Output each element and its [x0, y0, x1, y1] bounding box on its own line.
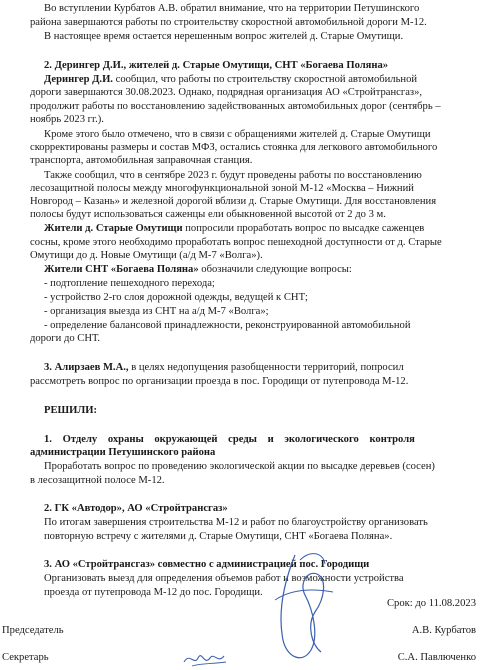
text-line: скорректированы размеры и состав МФЗ, остались стоянка для легкового автомобильного: [30, 142, 438, 153]
chairman-name: А.В. Курбатов: [411, 625, 476, 636]
text-line: повторную встречу с жителями д. Старые Омутищи, СНТ «Богаева Поляна».: [44, 531, 393, 542]
text-line: Организовать выезд для определения объемов работ и возможности устройства: [44, 573, 404, 584]
text-line: проезда от путепровода М-12 до пос. Городищи.: [44, 587, 263, 598]
list-item: - устройство 2-го слоя дорожной одежды, ведущей к СНТ;: [44, 292, 308, 303]
text-line: в лесозащитной полосе М-12.: [30, 475, 165, 486]
secretary-label: Секретарь: [2, 652, 49, 663]
decision-heading: 2. ГК «Автодор», АО «Стройтрансгаз»: [44, 503, 228, 514]
list-item: - организация выезда из СНТ на а/д М-7 «Волга»;: [44, 306, 269, 317]
text-line: продолжит работы по восстановлению задействованных автомобильных дорог (сентябрь –: [30, 101, 441, 112]
text-line: сосны, кроме этого необходимо проработать вопрос пешеходной доступности от д. Старые: [30, 237, 442, 248]
text-fragment: сообщил, что работы по строительству скоростной автомобильной: [115, 74, 418, 85]
text-line: Омутищи до д. Новые Омутищи (а/д М-7 «Волга»).: [30, 250, 263, 261]
list-item: - подтопление пешеходного перехода;: [44, 278, 215, 289]
speaker-name: Дерингер Д.И.: [44, 74, 113, 85]
resolved-heading: РЕШИЛИ:: [44, 405, 98, 416]
chairman-label: Председатель: [2, 625, 64, 636]
list-item: дороги до СНТ.: [30, 333, 101, 344]
section-heading: 2. Дерингер Д.И., жителей д. Старые Омутищи, СНТ «Богаева Поляна»: [44, 60, 389, 71]
text-line: лесозащитной полосы между многофункциональной зоной М-12 «Москва – Нижний: [30, 183, 414, 194]
speaker-name: Жители д. Старые Омутищи: [44, 223, 183, 234]
speaker-name: Жители СНТ «Богаева Поляна»: [44, 264, 199, 275]
text-line: района завершаются работы по строительству скоростной автомобильной дороги М-12.: [30, 17, 427, 28]
deadline: Срок: до 11.08.2023: [386, 598, 476, 609]
text-fragment: в целях недопущения разобщенности территорий, попросил: [131, 362, 404, 373]
text-line: рассмотреть вопрос по организации проезда в пос. Городищи от путепровода М-12.: [30, 376, 409, 387]
text-line: Проработать вопрос по проведению экологической акции по высадке деревьев (сосен): [44, 461, 435, 472]
text-line: Также сообщил, что в сентябре 2023 г. будут проведены работы по восстановлению: [44, 170, 422, 181]
text-line: дороги завершаются 30.08.2023. Однако, подрядная организация АО «Стройтрансгаз»,: [30, 87, 423, 98]
secretary-name: С.А. Павлюченко: [397, 652, 476, 663]
list-item: - определение балансовой принадлежности, реконструированной автомобильной: [44, 320, 411, 331]
text-line: [44, 73, 476, 86]
text-line: полосы будут использоваться саженцы ели обыкновенной высотой от 2 до 3 м.: [30, 209, 386, 220]
text-line: По итогам завершения строительства М-12 и работ по благоустройству организовать: [44, 517, 428, 528]
text-line: транспорта, автомобильная заправочная станция.: [30, 155, 253, 166]
text-line: В настоящее время остается нерешенным вопрос жителей д. Старые Омутищи.: [44, 31, 404, 42]
decision-heading: администрации Петушинского района: [30, 447, 216, 458]
text-fragment: попросили проработать вопрос по высадке саженцев: [185, 223, 425, 234]
decision-heading: 3. АО «Стройтрансгаз» совместно с администрацией пос. Городищи: [44, 559, 370, 570]
text-fragment: обозначили следующие вопросы:: [201, 264, 352, 275]
text-line: Новгород – Казань» и железной дорогой вблизи д. Старые Омутищи. Для восстановления: [30, 196, 437, 207]
text-line: Кроме этого было отмечено, что в связи с обращениями жителей д. Старые Омутищи: [44, 129, 431, 140]
text-line: Во вступлении Курбатов А.В. обратил внимание, что на территории Петушинского: [44, 3, 420, 14]
decision-heading: 1. Отделу охраны окружающей среды и экологического контроля: [44, 434, 415, 445]
text-line: [44, 222, 476, 235]
text-line: [44, 361, 476, 374]
text-line: [44, 263, 476, 276]
text-line: ноябрь 2023 гг.).: [30, 114, 104, 125]
speaker-name: 3. Алирзаев М.А.,: [44, 362, 129, 373]
